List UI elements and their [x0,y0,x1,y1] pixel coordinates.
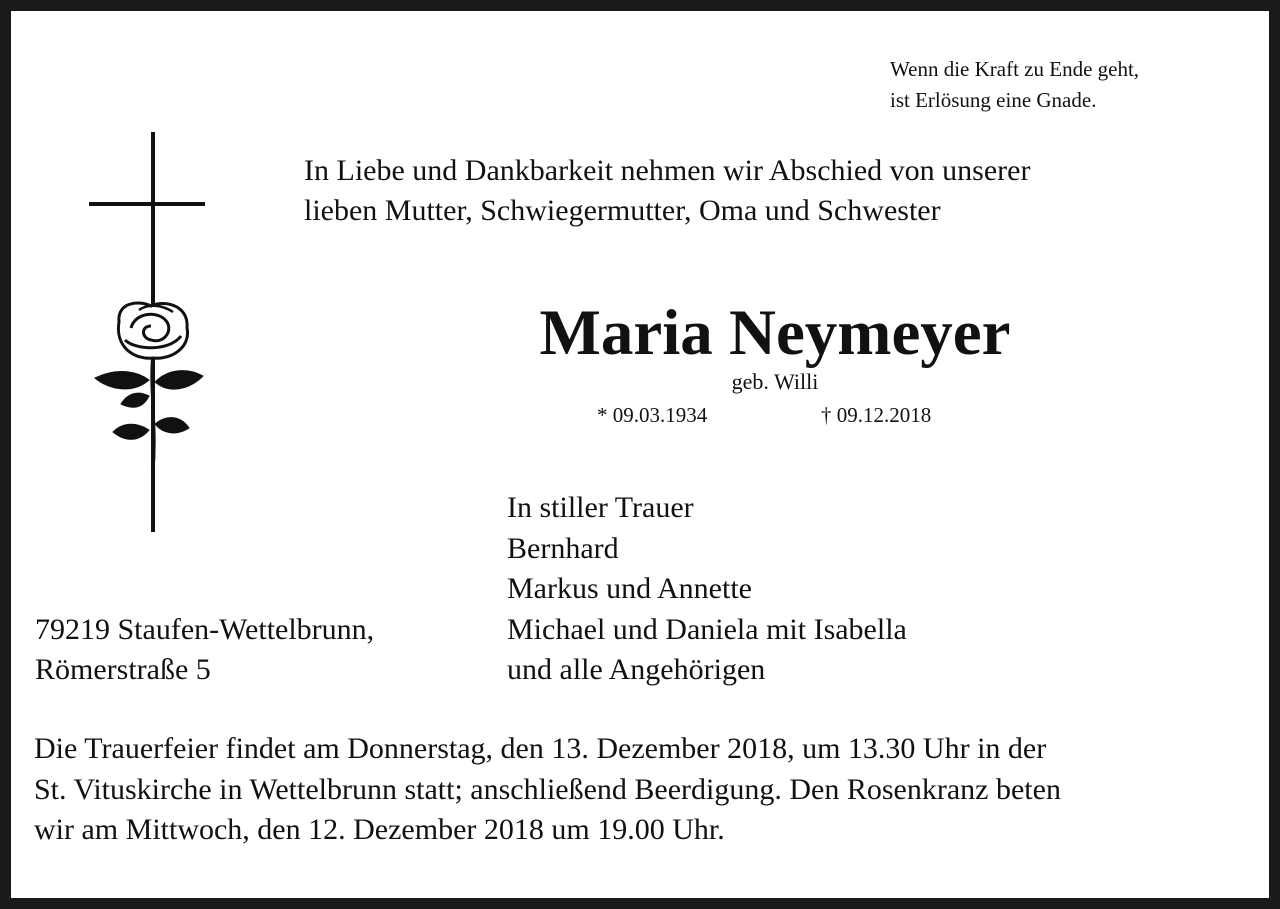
address-line-2: Römerstraße 5 [35,653,211,686]
motto-line-1: Wenn die Kraft zu Ende geht, [890,57,1140,81]
mourner-line: In stiller Trauer [507,491,694,524]
birth-date: * 09.03.1934 [597,403,708,427]
mourners-list [507,488,907,691]
service-line-2: St. Vituskirche in Wettelbrunn statt; anschließend Beerdigung. Den Rosenkranz beten [34,772,1061,806]
motto-quote [890,54,1139,116]
intro-line-1: In Liebe und Dankbarkeit nehmen wir Abschied von unserer [304,154,1031,187]
deceased-name: Maria Neymeyer [539,297,1011,369]
intro-text [304,151,1030,231]
obituary-notice [11,11,1269,898]
rose-icon [95,303,203,472]
service-line-3: wir am Mittwoch, den 12. Dezember 2018 um 19.00 Uhr. [34,813,725,846]
funeral-service-info [34,729,1061,851]
mourner-line: und alle Angehörigen [507,653,766,686]
address-line-1: 79219 Staufen-Wettelbrunn, [35,613,375,646]
death-date: † 09.12.2018 [821,403,932,427]
mourner-line: Bernhard [507,531,619,565]
intro-line-2: lieben Mutter, Schwiegermutter, Oma und Schwester [304,194,941,227]
cross-with-rose [89,132,205,532]
birth-name: geb. Willi [731,369,819,394]
service-line-1: Die Trauerfeier findet am Donnerstag, den 13. Dezember 2018, um 13.30 Uhr in der [34,732,1047,765]
motto-line-2: ist Erlösung eine Gnade. [890,88,1097,112]
mourner-line: Markus und Annette [507,572,752,605]
family-address [35,610,374,690]
mourner-line: Michael und Daniela mit Isabella [507,612,907,646]
